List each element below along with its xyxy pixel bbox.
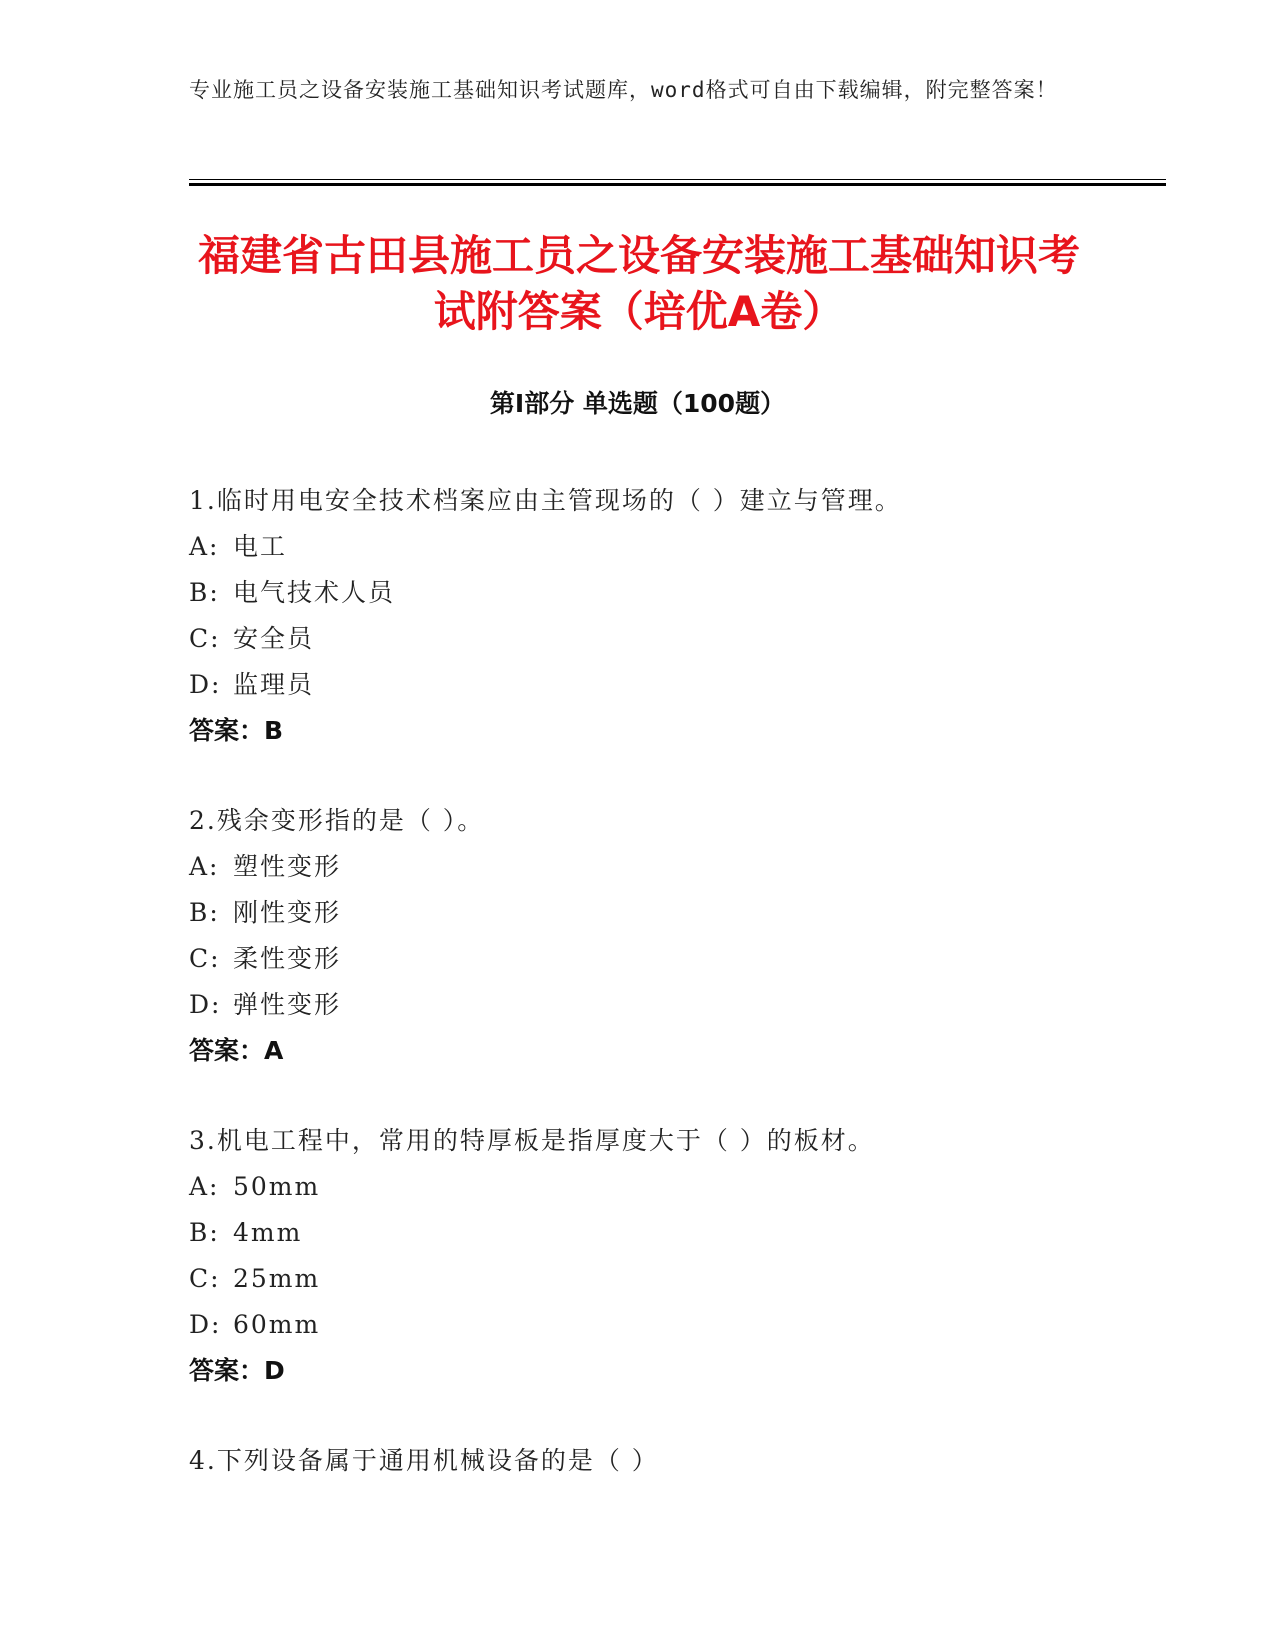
question-stem: 4.下列设备属于通用机械设备的是（ ）: [189, 1446, 659, 1475]
option-letter: C:: [189, 944, 221, 973]
option-text: 监理员: [233, 670, 315, 699]
option-b: [189, 1210, 1169, 1256]
option-c: [189, 936, 1169, 982]
option-d: [189, 982, 1169, 1028]
section-heading: 第Ⅰ部分 单选题（100题）: [489, 389, 786, 418]
question-stem: 1.临时用电安全技术档案应由主管现场的（ ）建立与管理。: [189, 486, 902, 515]
option-c: [189, 1256, 1169, 1302]
option-a: [189, 524, 1169, 570]
option-text: 50mm: [233, 1172, 321, 1201]
option-a: [189, 1164, 1169, 1210]
answer-line: 答案：D: [189, 1356, 285, 1385]
option-letter: B:: [189, 898, 220, 927]
option-letter: A:: [189, 1172, 220, 1201]
option-b: [189, 890, 1169, 936]
option-d: [189, 662, 1169, 708]
option-b: [189, 570, 1169, 616]
header-note: 专业施工员之设备安装施工基础知识考试题库，word格式可自由下载编辑，附完整答案！: [189, 78, 1058, 102]
question-stem: 2.残余变形指的是（ ）。: [189, 806, 485, 835]
option-text: 电气技术人员: [233, 578, 396, 607]
question-stem: 3.机电工程中，常用的特厚板是指厚度大于（ ）的板材。: [189, 1126, 875, 1155]
question-1: [189, 478, 1169, 754]
option-letter: D:: [189, 1310, 222, 1339]
option-letter: C:: [189, 1264, 221, 1293]
option-letter: B:: [189, 1218, 220, 1247]
question-list: [189, 478, 1169, 1528]
option-text: 刚性变形: [233, 898, 342, 927]
question-2: [189, 798, 1169, 1074]
option-letter: B:: [189, 578, 220, 607]
answer-line: 答案：A: [189, 1036, 284, 1065]
header-divider-thick: [189, 183, 1166, 186]
option-text: 柔性变形: [233, 944, 342, 973]
option-letter: D:: [189, 990, 222, 1019]
option-text: 60mm: [233, 1310, 321, 1339]
question-4: [189, 1438, 1169, 1484]
question-3: [189, 1118, 1169, 1394]
option-text: 4mm: [233, 1218, 303, 1247]
option-d: [189, 1302, 1169, 1348]
option-a: [189, 844, 1169, 890]
option-letter: A:: [189, 532, 220, 561]
answer-line: 答案：B: [189, 716, 284, 745]
option-text: 25mm: [233, 1264, 321, 1293]
document-title: 福建省古田县施工员之设备安装施工基础知识考试附答案（培优A卷）: [197, 231, 1080, 336]
option-text: 塑性变形: [233, 852, 342, 881]
option-text: 弹性变形: [233, 990, 342, 1019]
option-text: 安全员: [233, 624, 315, 653]
option-letter: A:: [189, 852, 220, 881]
option-letter: D:: [189, 670, 222, 699]
option-letter: C:: [189, 624, 221, 653]
option-c: [189, 616, 1169, 662]
option-text: 电工: [233, 532, 288, 561]
header-divider-thin: [189, 179, 1166, 180]
